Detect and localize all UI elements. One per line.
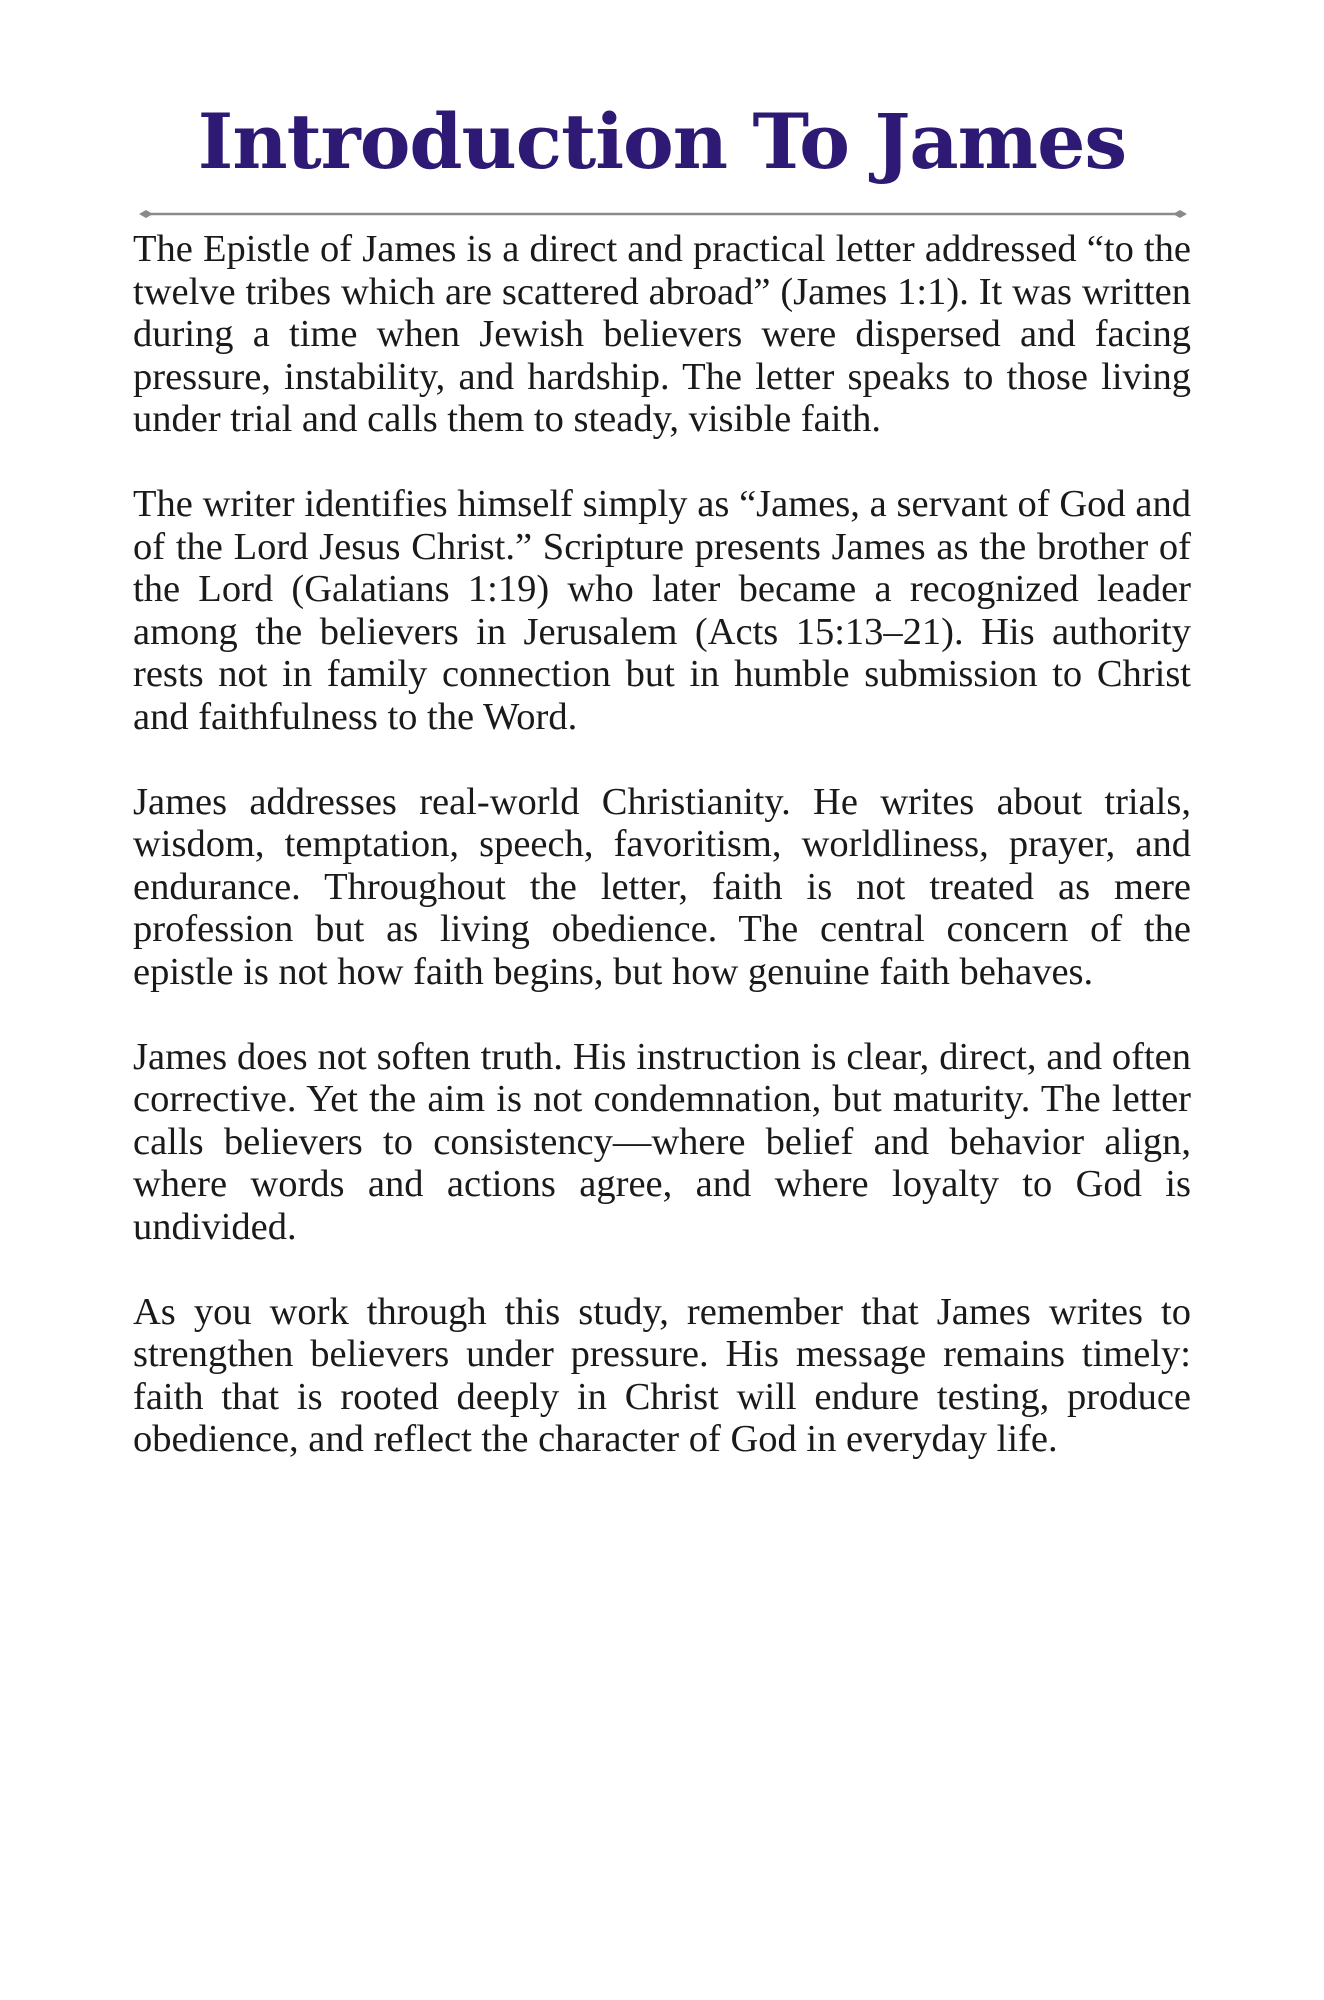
paragraph-authorship: The writer identifies himself simply as “James, a servant of God and of the Lord Jesus Christ.” Scripture presents James as the brother of the Lord (Galatians 1:19) who later became a recognized leader among the believers in Jerusalem (Acts 15:13–21). His authority rests not in family connection but in humble submission to Christ and faithfulness to the Word. [133,483,1191,738]
divider-right-ornament [1173,210,1187,218]
paragraph-tone: James does not soften truth. His instruction is clear, direct, and often corrective. Yet the aim is not condemnation, but maturity. The letter calls believers to consistency—where belief and behavior align, where words and actions agree, and where loyalty to God is undivided. [133,1035,1191,1248]
divider-left-ornament [139,210,153,218]
body-text [133,228,1191,1503]
title-divider [138,205,1188,223]
paragraph-epistle-overview: The Epistle of James is a direct and practical letter addressed “to the twelve tribes which are scattered abroad” (James 1:1). It was written during a time when Jewish believers were dispersed and facing pressure, instability, and hardship. The letter speaks to those living under trial and calls them to steady, visible faith. [133,228,1191,440]
paragraph-study-encouragement: As you work through this study, remember that James writes to strengthen believers under pressure. His message remains timely: faith that is rooted deeply in Christ will endure testing, produce obedience, and reflect the character of God in everyday life. [133,1290,1191,1460]
paragraph-themes: James addresses real-world Christianity. He writes about trials, wisdom, temptation, speech, favoritism, worldliness, prayer, and endurance. Throughout the letter, faith is not treated as mere profession but as living obedience. The central concern of the epistle is not how faith begins, but how genuine faith behaves. [133,780,1191,993]
page-title: Introduction To James [197,97,1127,186]
